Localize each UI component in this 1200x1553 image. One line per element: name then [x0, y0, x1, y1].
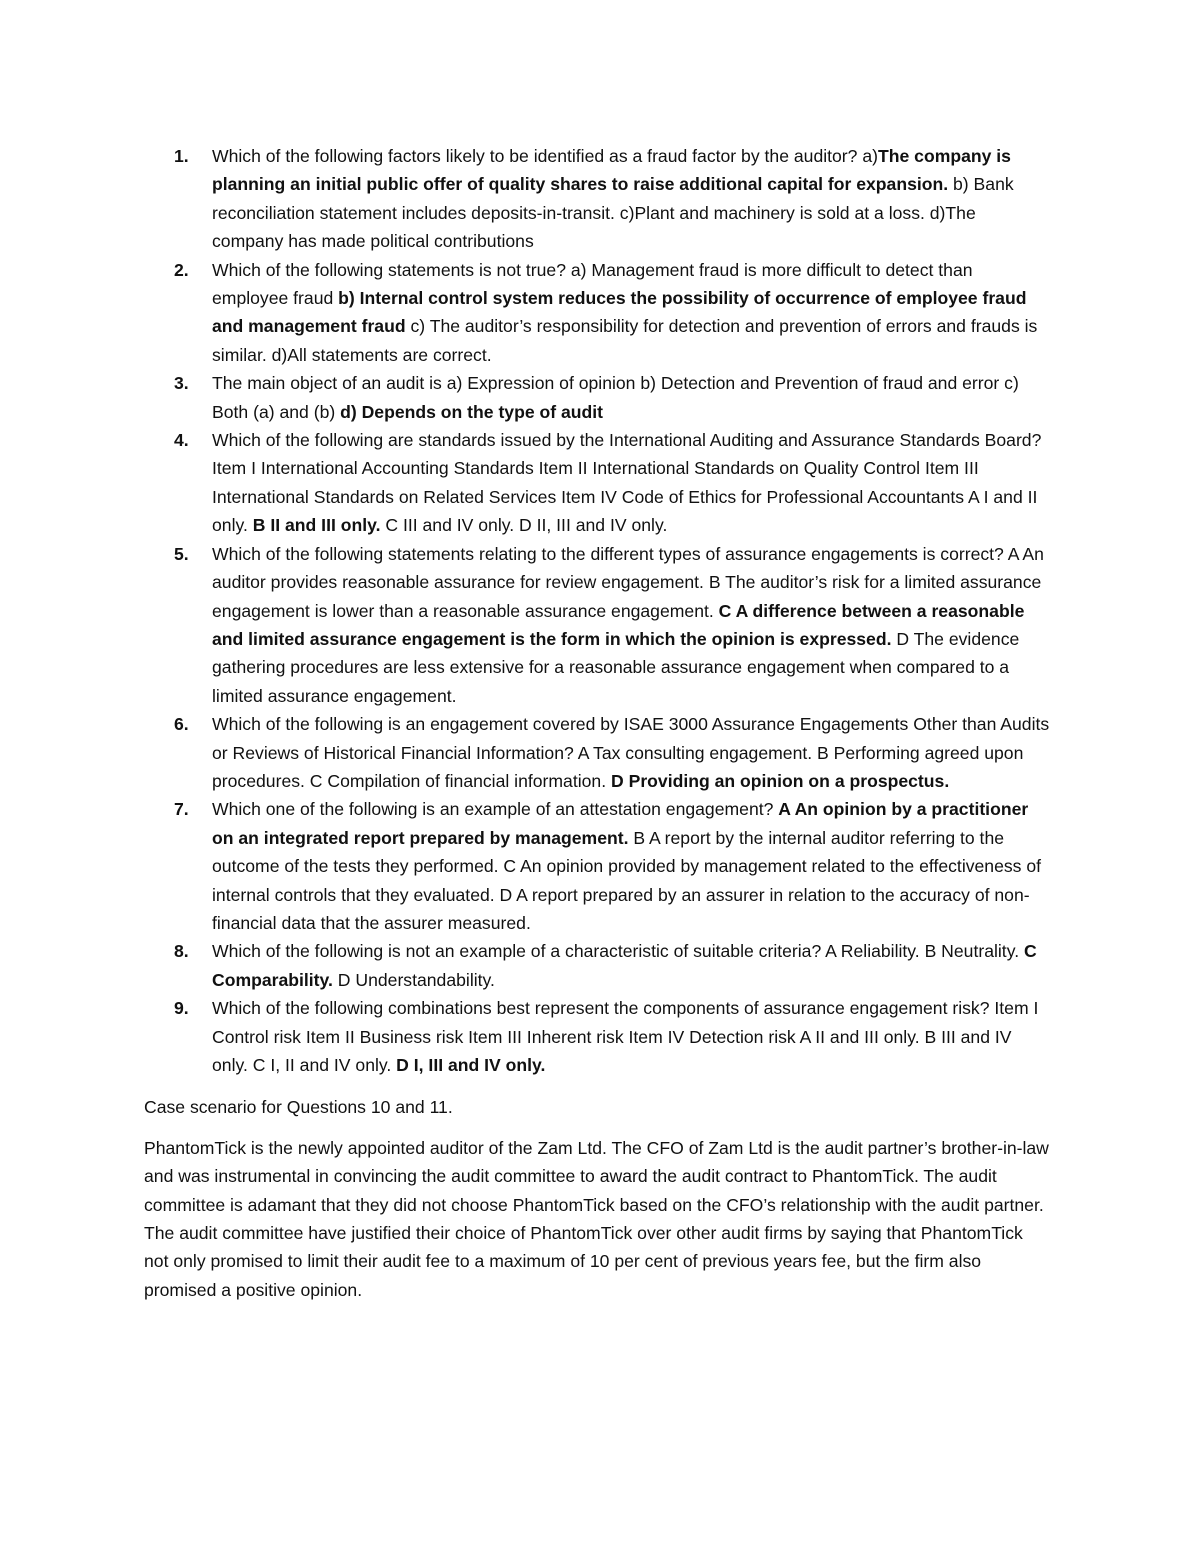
answer-highlight: b) Internal control system reduces the possibility of occurrence of employee fraud and management fraud — [212, 288, 1027, 337]
question-item — [144, 426, 1050, 540]
answer-highlight: D I, III and IV only. — [396, 1055, 546, 1075]
question-item — [144, 795, 1050, 937]
question-number: 5. — [174, 543, 189, 564]
question-text: Which of the following is an engagement covered by ISAE 3000 Assurance Engagements Other than Audits or Reviews of Historical Financial Information? A Tax consulting engagement. B Performing agreed upon procedures. C Compilation of financial information. — [212, 714, 1050, 791]
question-item — [144, 937, 1050, 994]
answer-highlight: The company is planning an initial public offer of quality shares to raise additional capital for expansion. — [212, 146, 1011, 195]
question-item — [144, 994, 1050, 1079]
question-item — [144, 142, 1050, 256]
question-number: 6. — [174, 714, 189, 735]
answer-highlight: D Providing an opinion on a prospectus. — [611, 770, 950, 791]
question-text: Which of the following is not an example of a characteristic of suitable criteria? A Reliability. B Neutrality. — [212, 941, 1024, 962]
case-scenario-title: Case scenario for Questions 10 and 11. — [144, 1097, 453, 1118]
question-number: 2. — [174, 259, 189, 280]
question-item — [144, 710, 1050, 795]
case-scenario-body: PhantomTick is the newly appointed auditor of the Zam Ltd. The CFO of Zam Ltd is the audit partner’s brother-in-law and was instrumental in convincing the audit committee to award the audit contract to PhantomTick. The audit committee is adamant that they did not choose PhantomTick based on the CFO’s relationship with the audit partner. The audit committee have justified their choice of PhantomTick over other audit firms by saying that PhantomTick not only promised to limit their audit fee to a maximum of 10 per cent of previous years fee, but the firm also promised a positive opinion. — [144, 1137, 1049, 1300]
answer-highlight: A An opinion by a practitioner on an integrated report prepared by management. — [212, 799, 1029, 848]
question-number: 3. — [174, 373, 189, 394]
question-text: C III and IV only. D II, III and IV only. — [380, 515, 668, 536]
question-text: b) Bank reconciliation statement includes deposits-in-transit. c)Plant and machinery is sold at a loss. d)The company has made political contributions — [212, 174, 1014, 252]
question-number: 7. — [174, 799, 189, 820]
question-text: Which one of the following is an example of an attestation engagement? — [212, 799, 779, 820]
question-text: Which of the following statements relating to the different types of assurance engagements is correct? A An auditor provides reasonable assurance for review engagement. B The auditor’s risk for a limited assurance engagement is lower than a reasonable assurance engagement. — [212, 543, 1044, 621]
question-number: 4. — [174, 430, 189, 451]
question-text: c) The auditor’s responsibility for detection and prevention of errors and frauds is similar. d)All statements are correct. — [212, 316, 1038, 365]
answer-highlight: d) Depends on the type of audit — [340, 401, 604, 422]
question-item — [144, 369, 1050, 426]
question-text: The main object of an audit is a) Expression of opinion b) Detection and Prevention of fraud and error c) Both (a) and (b) — [212, 373, 1019, 422]
answer-highlight: C A difference between a reasonable and limited assurance engagement is the form in which the opinion is expressed. — [212, 600, 1025, 649]
question-text: D Understandability. — [332, 969, 495, 990]
question-text: Which of the following combinations best represent the components of assurance engagement risk? Item I Control risk Item II Business risk Item III Inherent risk Item IV Detection risk A II and III only. B III and IV only. C I, II and IV only. — [212, 998, 1039, 1075]
question-text: Which of the following are standards issued by the International Auditing and Assurance Standards Board? Item I International Accounting Standards Item II International Standards on Quality Control Item III International Standards on Related Services Item IV Code of Ethics for Professional Accountants A I and II only. — [212, 430, 1042, 536]
question-item — [144, 540, 1050, 710]
question-number: 8. — [174, 941, 189, 962]
question-text: Which of the following statements is not true? a) Management fraud is more difficult to detect than employee fraud — [212, 259, 973, 309]
question-number: 9. — [174, 998, 189, 1019]
question-number: 1. — [174, 146, 189, 166]
question-text: D The evidence gathering procedures are less extensive for a reasonable assurance engagement when compared to a limited assurance engagement. — [212, 628, 1020, 706]
question-text: B A report by the internal auditor referring to the outcome of the tests they performed. C An opinion provided by management related to the effectiveness of internal controls that they evaluated. D A report prepared by an assurer in relation to the accuracy of non-financial data that the assurer measured. — [212, 827, 1042, 933]
answer-highlight: C Comparability. — [212, 941, 1037, 990]
question-item — [144, 256, 1050, 370]
question-list — [144, 142, 1050, 1079]
question-text: Which of the following factors likely to be identified as a fraud factor by the auditor? a) — [212, 146, 878, 166]
answer-highlight: B II and III only. — [252, 515, 381, 536]
